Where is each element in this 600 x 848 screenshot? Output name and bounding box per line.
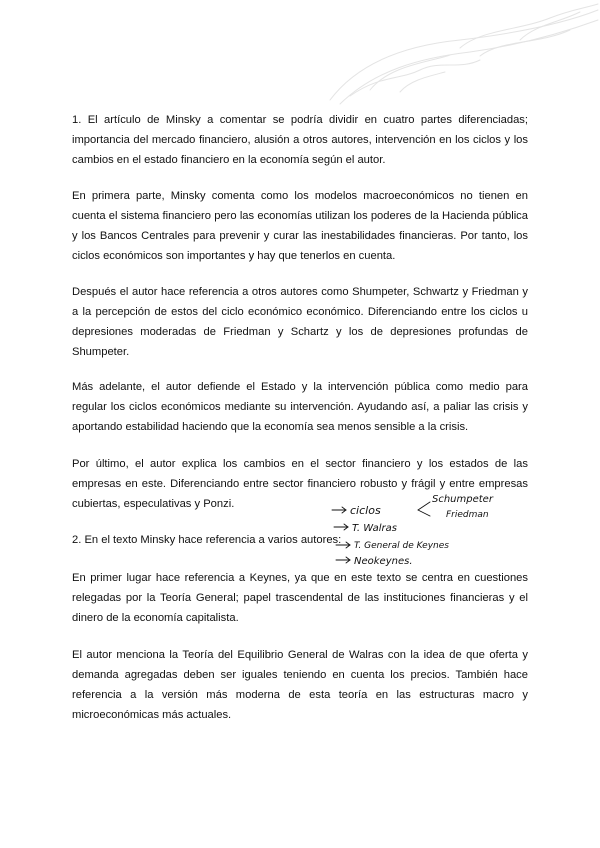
note-keynes: T. General de Keynes	[354, 541, 449, 550]
handwritten-notes	[328, 490, 528, 550]
note-ciclos: ciclos	[350, 504, 381, 517]
paragraph-3: Después el autor hace referencia a otros autores como Shumpeter, Schwartz y Friedman y a la percepción de estos del ciclo económico económico. Diferenciando entre los ciclos u depresiones moderadas de Friedman y Schartz y los de depresiones profundas de Shumpeter.	[72, 286, 528, 358]
handwritten-note-neokeynes	[334, 550, 454, 570]
paragraph-7: En primer lugar hace referencia a Keynes, ya que en este texto se centra en cuestiones relegadas por la Teoría General; papel trascendental de las instituciones financieras y el dinero de la economía capitalista.	[72, 572, 528, 624]
paragraph-8: El autor menciona la Teoría del Equilibrio General de Walras con la idea de que oferta y demanda agregadas deben ser iguales teniendo en cuenta los precios. También hace referencia a la versión más moderna de esta teoría en las estructuras macro y microeconómicas más actuales.	[72, 649, 528, 721]
note-friedman: Friedman	[446, 510, 489, 520]
paragraph-6: 2. En el texto Minsky hace referencia a varios autores:	[72, 534, 342, 546]
note-schumpeter: Schumpeter	[432, 494, 493, 505]
paragraph-5: Por último, el autor explica los cambios en el sector financiero y los estados de las empresas en este. Diferenciando entre sector financiero robusto y frágil y entre empresas cubiertas, especulativas y Ponzi.	[72, 458, 528, 510]
note-walras: T. Walras	[352, 523, 397, 534]
paragraph-4: Más adelante, el autor defiende el Estado y la intervención pública como medio para regular los ciclos económicos mediante su intervención. Ayudando así, a paliar las crisis y aportando estabilidad haciendo que la economía sea menos sensible a la crisis.	[72, 381, 528, 433]
pencil-scribble-decoration	[320, 0, 600, 110]
paragraph-1: 1. El artículo de Minsky a comentar se podría dividir en cuatro partes diferenciadas; importancia del mercado financiero, alusión a otros autores, intervención en los ciclos y los cambios en el estado financiero en la economía según el autor.	[72, 114, 528, 166]
note-neokeynes: Neokeynes.	[354, 556, 413, 567]
paragraph-2: En primera parte, Minsky comenta como los modelos macroeconómicos no tienen en cuenta el sistema financiero pero las economías utilizan los poderes de la Hacienda pública y los Bancos Centrales para prevenir y curar las inestabilidades financieras. Por tanto, los ciclos económicos son importantes y hay que tenerlos en cuenta.	[72, 190, 528, 262]
